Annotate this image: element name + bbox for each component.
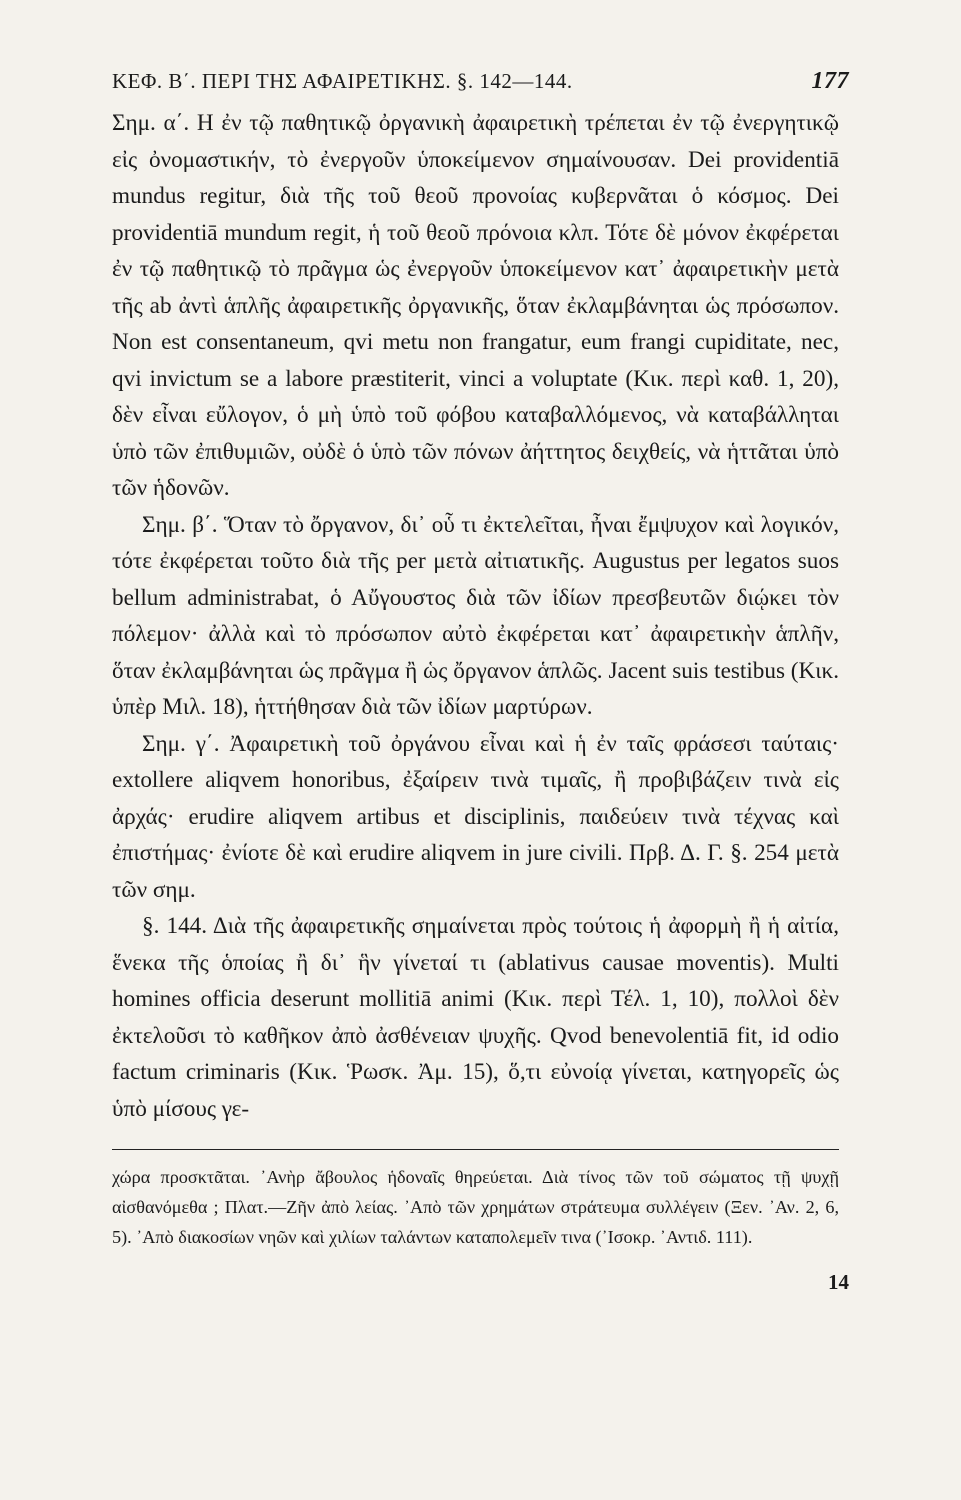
- section-144-paragraph: §. 144. Διὰ τῆς ἀφαιρετικῆς σημαίνεται πρὸς τούτοις ἡ ἀφορμὴ ἢ ἡ αἰτία, ἕνεκα τῆς ὁποίας ἢ δι᾽ ἣν γίνεταί τι (ablativus causae moventis). Multi homines officia deserunt mollitiā animi (Κικ. περὶ Τέλ. 1, 10), πολλοὶ δὲν ἐκτελοῦσι τὸ καθῆκον ἀπὸ ἀσθένειαν ψυχῆς. Qvod benevolentiā fit, id odio factum criminaris (Κικ. Ῥωσκ. Ἀμ. 15), ὅ,τι εὐνοίᾳ γίνεται, κατηγορεῖς ὡς ὑπὸ μίσους γε-: [112, 913, 839, 1122]
- note-gamma-paragraph: Σημ. γ΄. Ἀφαιρετικὴ τοῦ ὀργάνου εἶναι καὶ ἡ ἐν ταῖς φράσεσι ταύταις· extollere aliqvem honoribus, ἐξαίρειν τινὰ τιμαῖς, ἢ προβιβάζειν τινὰ εἰς ἀρχάς· erudire aliqvem artibus et disciplinis, παιδεύειν τινὰ τέχνας καὶ ἐπιστήμας· ἐνίοτε δὲ καὶ erudire aliqvem in jure civili. Πρβ. Δ. Γ. §. 254 μετὰ τῶν σημ.: [112, 730, 839, 903]
- signature-mark: 14: [828, 1270, 849, 1294]
- note-beta-paragraph: Σημ. β΄. Ὅταν τὸ ὄργανον, δι᾽ οὗ τι ἐκτελεῖται, ἦναι ἔμψυχον καὶ λογικόν, τότε ἐκφέρεται τοῦτο διὰ τῆς per μετὰ αἰτιατικῆς. Augustus per legatos suos bellum administrabat, ὁ Αὔγουστος διὰ τῶν ἰδίων πρεσβευτῶν διῴκει τὸν πόλεμον· ἀλλὰ καὶ τὸ πρόσωπον αὐτὸ ἐκφέρεται κατ᾽ ἀφαιρετικὴν ἁπλῆν, ὅταν ἐκλαμβάνηται ὡς πρᾶγμα ἢ ὡς ὄργανον ἁπλῶς. Jacent suis testibus (Κικ. ὑπὲρ Μιλ. 18), ἡττήθησαν διὰ τῶν ἰδίων μαρτύρων.: [112, 511, 839, 720]
- running-title: ΚΕΦ. Β΄. ΠΕΡΙ ΤΗΣ ΑΦΑΙΡΕΤΙΚΗΣ. §. 142—144.: [112, 69, 573, 93]
- footnote-divider: [112, 1149, 839, 1150]
- main-text: [112, 105, 839, 1127]
- running-header: [112, 68, 849, 95]
- footnote-block: [112, 1162, 839, 1252]
- page-number: 177: [811, 68, 849, 94]
- footnote-text: χώρα προσκτᾶται. ᾿Ανὴρ ἄβουλος ἡδοναῖς θηρεύεται. Διὰ τίνος τῶν τοῦ σώματος τῇ ψυχῇ αἰσθανόμεθα ; Πλατ.—Ζῆν ἀπὸ λείας. ᾿Απὸ τῶν χρημάτων στράτευμα συλλέγειν (Ξεν. ᾿Αν. 2, 6, 5). ᾿Απὸ διακοσίων νηῶν καὶ χιλίων ταλάντων καταπολεμεῖν τινα (᾿Ισοκρ. ᾿Αντιδ. 111).: [112, 1167, 839, 1247]
- note-alpha-paragraph: Σημ. α΄. Η ἐν τῷ παθητικῷ ὀργανικὴ ἀφαιρετικὴ τρέπεται ἐν τῷ ἐνεργητικῷ εἰς ὀνομαστικήν, τὸ ἐνεργοῦν ὑποκείμενον σημαίνουσαν. Dei providentiā mundus regitur, διὰ τῆς τοῦ θεοῦ προνοίας κυβερνᾶται ὁ κόσμος. Dei providentiā mundum regit, ἡ τοῦ θεοῦ πρόνοια κλπ. Τότε δὲ μόνον ἐκφέρεται ἐν τῷ παθητικῷ τὸ πρᾶγμα ὡς ἐνεργοῦν ὑποκείμενον κατ᾽ ἀφαιρετικὴν μετὰ τῆς ab ἀντὶ ἁπλῆς ἀφαιρετικῆς ὀργανικῆς, ὅταν ἐκλαμβάνηται ὡς πρόσωπον. Non est consentaneum, qvi metu non frangatur, eum frangi cupiditate, nec, qvi invictum se a labore præstiterit, vinci a voluptate (Κικ. περὶ καθ. 1, 20), δὲν εἶναι εὔλογον, ὁ μὴ ὑπὸ τοῦ φόβου καταβαλλόμενος, νὰ καταβάλληται ὑπὸ τῶν ἐπιθυμιῶν, οὐδὲ ὁ ὑπὸ τῶν πόνων ἀήττητος δειχθείς, νὰ ἡττᾶται ὑπὸ τῶν ἡδονῶν.: [112, 110, 839, 501]
